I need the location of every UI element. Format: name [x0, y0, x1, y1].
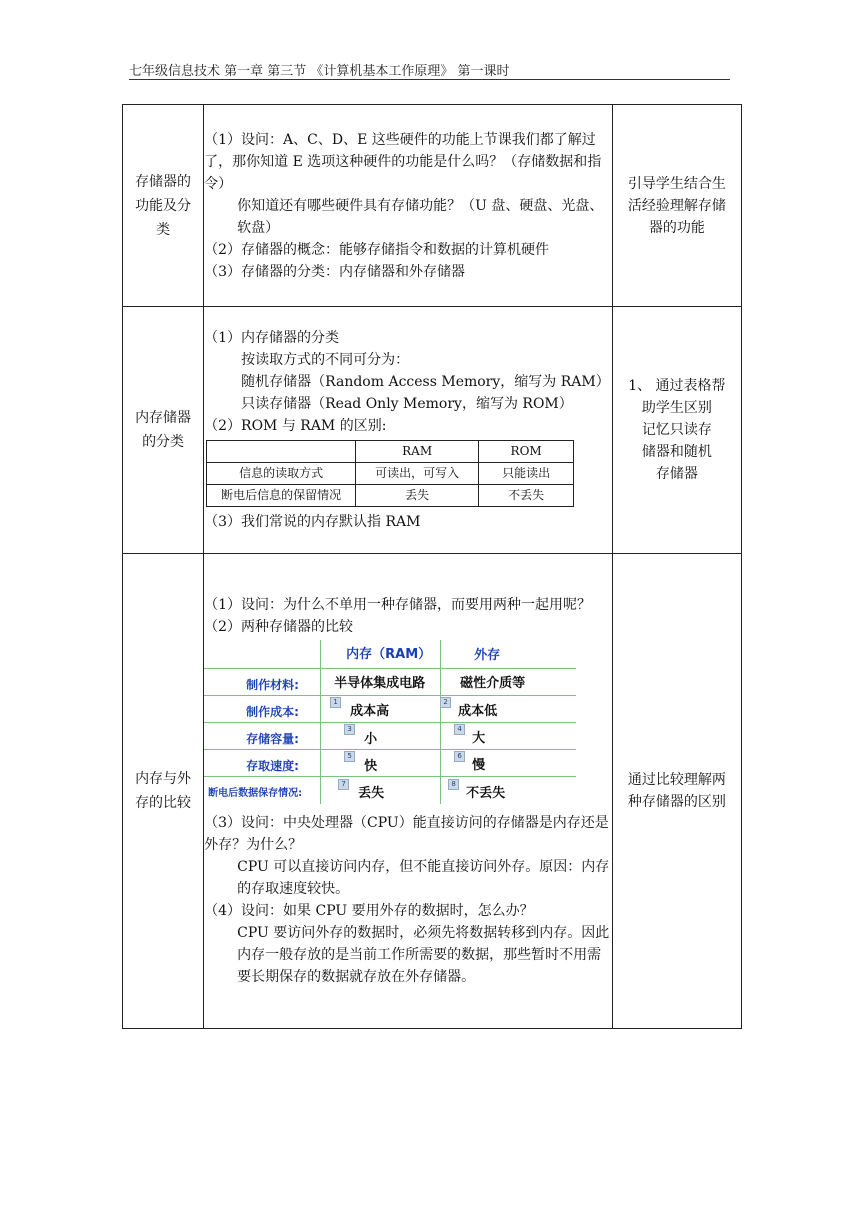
topic-cell: [123, 307, 204, 554]
note-line: 引导学生结合生: [627, 175, 726, 192]
question-followup: 你知道还有哪些硬件具有存储功能？（U 盘、硬盘、光盘、软盘）: [237, 197, 604, 236]
content-cell: [204, 105, 613, 307]
compare-value: 小: [364, 732, 378, 747]
marker-badge: 8: [448, 779, 459, 790]
content-line: （2）ROM 与 RAM 的区别:: [204, 418, 387, 434]
note-line: 存储器: [655, 466, 698, 482]
topic-line: 的分类: [142, 434, 185, 450]
note-line: 活经验理解存储: [627, 197, 726, 214]
topic-line: 存的比较: [135, 795, 192, 811]
note-line: 通过比较理解两: [627, 772, 726, 788]
note-cell: [612, 554, 741, 1029]
topic-line: 存储器的: [135, 173, 192, 190]
note-line: 储器和随机: [641, 444, 712, 460]
compare-label: 制作成本:: [246, 705, 299, 719]
marker-badge: 3: [344, 724, 355, 735]
compare-value: 丢失: [358, 786, 385, 801]
compare-label: 制作材料:: [246, 678, 299, 692]
table-cell: 断电后信息的保留情况: [207, 485, 356, 507]
compare-label: 存储容量:: [246, 732, 299, 746]
content-cell: [204, 307, 613, 554]
table-row: [123, 105, 742, 307]
topic-line: 功能及分: [135, 197, 192, 214]
note-cell: [612, 105, 741, 307]
compare-header: 外存: [474, 648, 501, 663]
memory-concept: （2）存储器的概念：能够存储指令和数据的计算机硬件: [204, 241, 550, 258]
marker-badge: 7: [338, 779, 349, 790]
marker-badge: 4: [454, 724, 465, 735]
compare-value: 快: [364, 759, 378, 774]
note-line: 种存储器的区别: [627, 794, 726, 810]
note-cell: [612, 307, 741, 554]
note-line: 记忆只读存: [641, 422, 712, 438]
compare-value: 大: [472, 731, 486, 746]
header-rule: [129, 79, 730, 80]
question-1: （1）设问：A、C、D、E 这些硬件的功能上节课我们都了解过了，那你知道 E 选项这种硬件的功能是什么吗？（存储数据和指令）: [204, 131, 602, 192]
compare-value: 成本高: [350, 704, 390, 719]
note-line: 助学生区别: [641, 400, 712, 416]
table-header-cell: [207, 441, 356, 463]
table-header-cell: ROM: [479, 441, 574, 463]
compare-value: 半导体集成电路: [334, 676, 426, 691]
table-cell: 不丢失: [479, 485, 574, 507]
page-header: 七年级信息技术 第一章 第三节 《计算机基本工作原理》 第一课时: [129, 64, 510, 79]
topic-line: 内存储器: [135, 410, 192, 426]
table-cell: 可读出，可写入: [356, 463, 479, 485]
content-line: （1）设问：为什么不单用一种存储器，而要用两种一起用呢？: [204, 597, 592, 613]
divider: [204, 668, 576, 669]
topic-line: 类: [156, 221, 171, 238]
topic-line: 内存与外: [135, 771, 192, 787]
marker-badge: 6: [454, 751, 465, 762]
marker-badge: 2: [440, 697, 451, 708]
table-header-cell: RAM: [356, 441, 479, 463]
compare-value: 慢: [472, 758, 486, 773]
table-cell: 信息的读取方式: [207, 463, 356, 485]
lesson-table: [122, 104, 742, 1029]
marker-badge: 1: [330, 697, 341, 708]
note-line: 器的功能: [648, 219, 705, 236]
content-line: （3）设问：中央处理器（CPU）能直接访问的存储器是内存还是外存？为什么？: [204, 815, 609, 853]
table-cell: 只能读出: [479, 463, 574, 485]
table-row: [207, 463, 574, 485]
compare-header: 内存（RAM）: [346, 647, 432, 662]
topic-cell: [123, 554, 204, 1029]
topic-cell: [123, 105, 204, 307]
content-line: （1）内存储器的分类: [204, 330, 340, 346]
table-row: [207, 485, 574, 507]
content-cell: [204, 554, 613, 1029]
compare-label: 断电后数据保存情况:: [208, 788, 303, 799]
content-line: （4）设问：如果 CPU 要用外存的数据时，怎么办？: [204, 903, 534, 919]
content-line: 随机存储器（Random Access Memory，缩写为 RAM）: [241, 374, 610, 390]
content-line: CPU 要访问外存的数据时，必须先将数据转移到内存。因此内存一般存放的是当前工作所需要的数据，那些暂时不用需要长期保存的数据就存放在外存储器。: [237, 925, 610, 985]
compare-label: 存取速度:: [246, 759, 299, 773]
compare-value: 磁性介质等: [460, 676, 526, 691]
content-line: 只读存储器（Read Only Memory，缩写为 ROM）: [241, 396, 573, 412]
table-row: [123, 554, 742, 1029]
compare-value: 成本低: [458, 704, 498, 719]
compare-value: 不丢失: [466, 786, 506, 801]
content-line: （2）两种存储器的比较: [204, 619, 354, 635]
ram-rom-table: [206, 440, 574, 507]
table-row: [123, 307, 742, 554]
divider: [320, 640, 321, 804]
content-line: 按读取方式的不同可分为：: [241, 352, 410, 368]
content-line: CPU 可以直接访问内存，但不能直接访问外存。原因：内存的存取速度较快。: [237, 859, 610, 897]
divider: [440, 640, 441, 804]
content-line: （3）我们常说的内存默认指 RAM: [204, 514, 421, 530]
memory-categories: （3）存储器的分类：内存储器和外存储器: [204, 263, 466, 280]
table-cell: 丢失: [356, 485, 479, 507]
marker-badge: 5: [344, 751, 355, 762]
note-line: 1、 通过表格帮: [628, 378, 726, 394]
storage-comparison-image: [204, 640, 576, 804]
